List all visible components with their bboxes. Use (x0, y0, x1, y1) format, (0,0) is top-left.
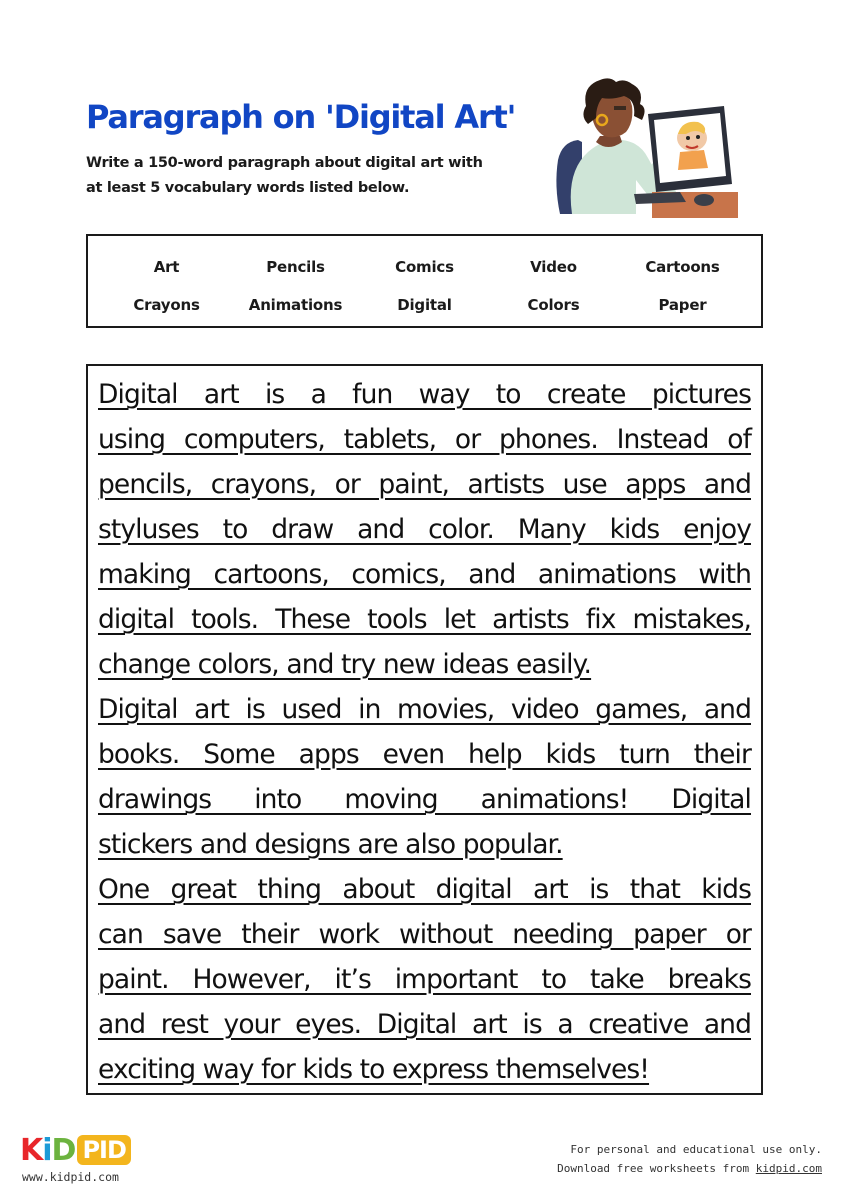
paragraph-line: styluses to draw and color. Many kids enjoy (98, 514, 751, 545)
vocab-word-crayons: Crayons (133, 296, 200, 314)
paragraph-line: paint. However, it’s important to take breaks (98, 964, 751, 995)
paragraph-box (86, 364, 763, 1095)
footer-line-2-prefix: Download free worksheets from (557, 1162, 756, 1175)
paragraph-line: pencils, crayons, or paint, artists use apps and (98, 469, 751, 500)
paragraph-line: drawings into moving animations! Digital (98, 784, 751, 815)
worksheet-title: Paragraph on 'Digital Art' (86, 98, 516, 136)
logo-letter-i: i (42, 1133, 52, 1168)
instructions-line-1: Write a 150-word paragraph about digital art with (86, 155, 483, 171)
vocabulary-box (86, 234, 763, 328)
paragraph-line: making cartoons, comics, and animations with (98, 559, 751, 590)
logo-pid-badge: PID (77, 1135, 130, 1165)
vocab-word-paper: Paper (658, 296, 707, 314)
footer-line-1: For personal and educational use only. (570, 1143, 822, 1156)
paragraph-line: using computers, tablets, or phones. Instead of (98, 424, 751, 455)
kidpid-link[interactable]: kidpid.com (755, 1162, 822, 1175)
paragraph-line: Digital art is a fun way to create pictures (98, 379, 751, 410)
vocab-word-comics: Comics (395, 258, 454, 276)
vocab-word-video: Video (530, 258, 577, 276)
instructions (86, 151, 526, 201)
vocab-word-colors: Colors (527, 296, 580, 314)
logo-url[interactable]: www.kidpid.com (22, 1170, 119, 1184)
paragraph-line: change colors, and try new ideas easily. (98, 649, 592, 680)
kidpid-logo[interactable] (20, 1134, 131, 1168)
instructions-line-2: at least 5 vocabulary words listed below. (86, 180, 410, 196)
logo-letter-k: K (20, 1133, 43, 1168)
footer-notice (557, 1140, 822, 1178)
vocab-word-pencils: Pencils (266, 258, 325, 276)
paragraph-line: Digital art is used in movies, video games, and (98, 694, 751, 725)
vocab-word-digital: Digital (397, 296, 452, 314)
paragraph-line: exciting way for kids to express themselves! (98, 1054, 650, 1085)
vocab-word-animations: Animations (248, 296, 343, 314)
paragraph-line: One great thing about digital art is that kids (98, 874, 751, 905)
paragraph-line: stickers and designs are also popular. (98, 829, 563, 860)
girl-drawing-on-tablet-illustration (552, 76, 738, 218)
footer-line-2 (557, 1159, 822, 1178)
vocab-word-art: Art (153, 258, 180, 276)
paragraph-line: and rest your eyes. Digital art is a creative and (98, 1009, 751, 1040)
paragraph-line: digital tools. These tools let artists fix mistakes, (98, 604, 751, 635)
logo-letter-d: D (51, 1133, 76, 1168)
paragraph-line: can save their work without needing paper or (98, 919, 751, 950)
vocab-word-cartoons: Cartoons (645, 258, 720, 276)
paragraph-line: books. Some apps even help kids turn their (98, 739, 751, 770)
